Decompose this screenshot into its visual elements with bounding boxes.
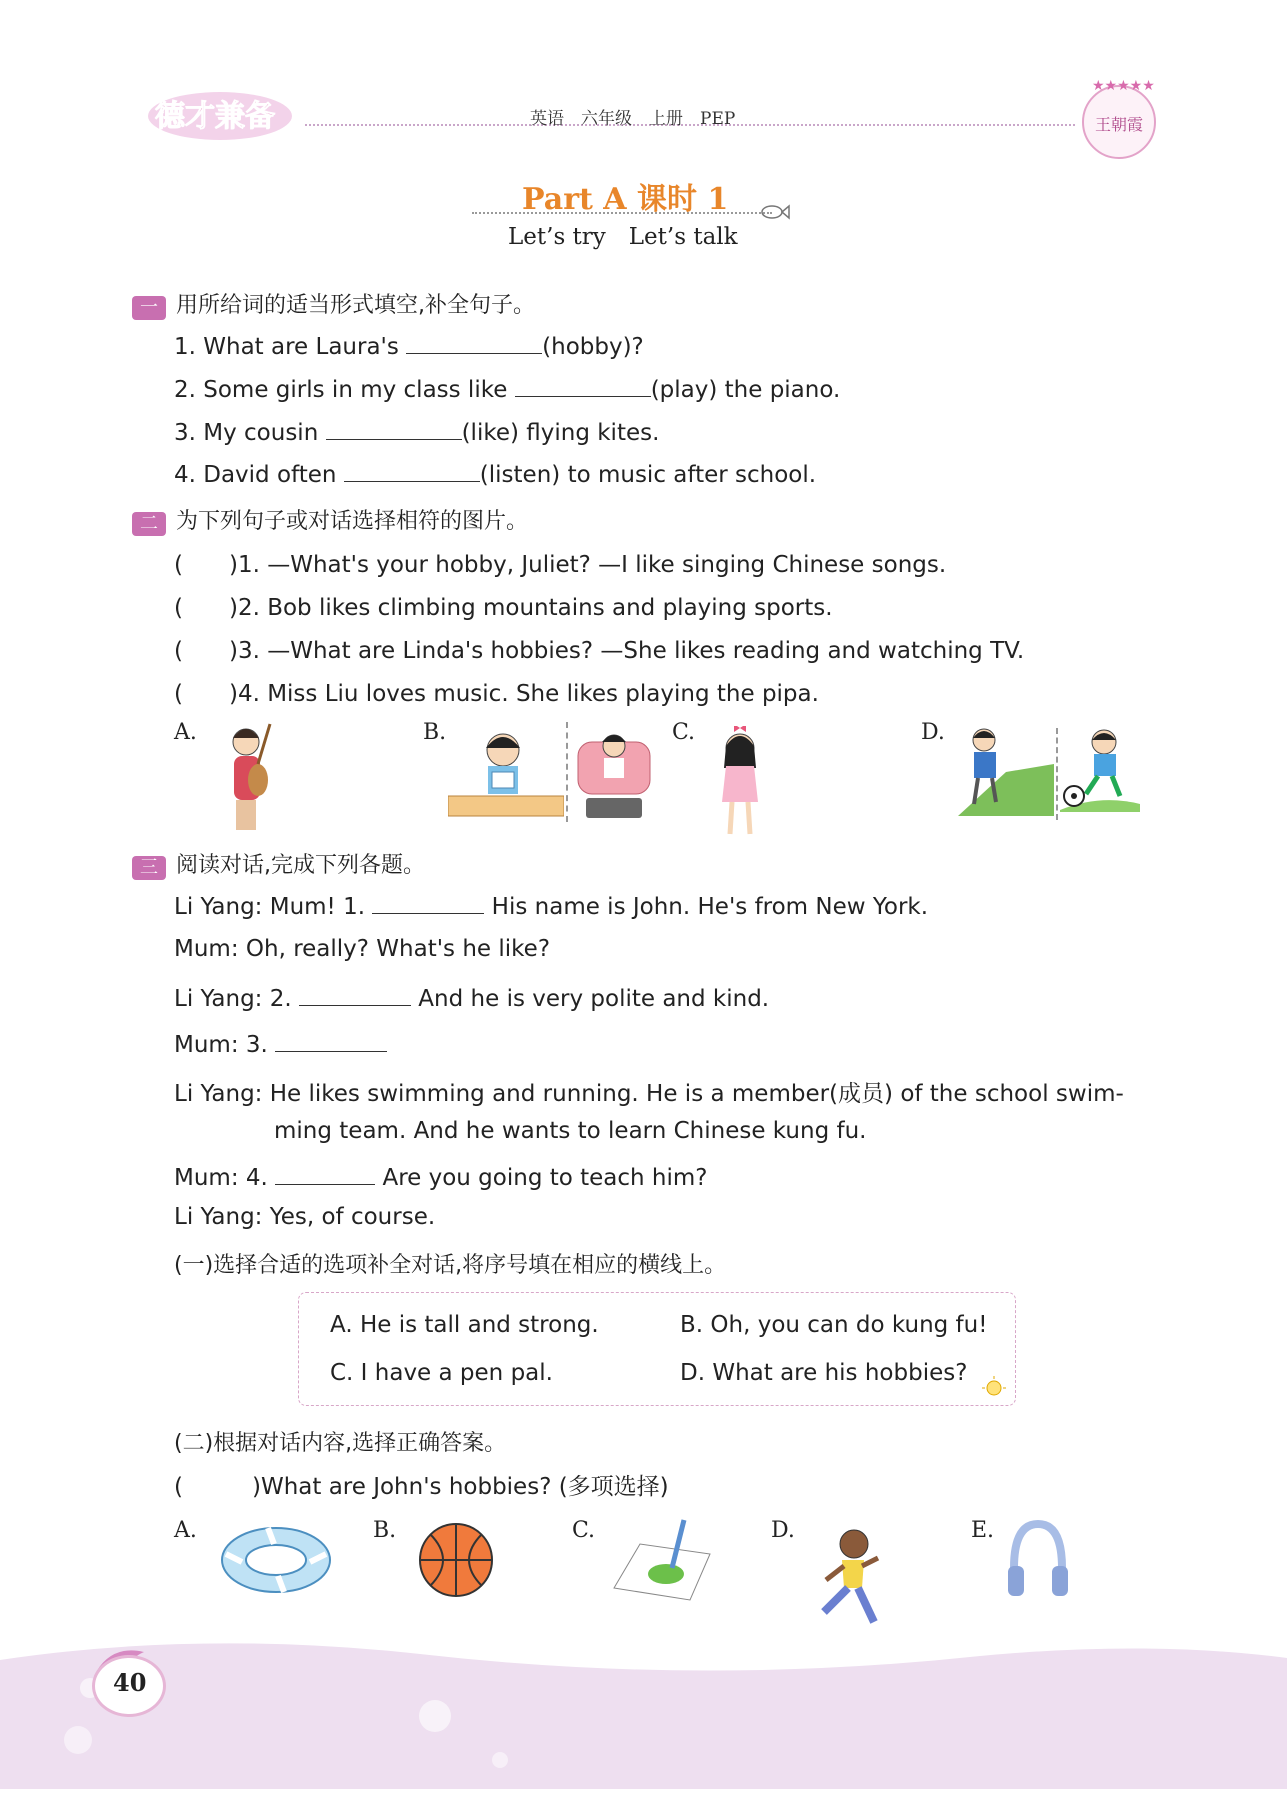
headphones-picture xyxy=(1006,1518,1070,1606)
s1-item-1: 1. What are Laura's (hobby)? xyxy=(174,330,644,360)
section1-badge: 一 xyxy=(132,296,166,320)
svg-text:★★★★★: ★★★★★ xyxy=(1092,78,1155,94)
boy-playing-football-picture xyxy=(1060,724,1140,816)
girl-singing-picture xyxy=(712,726,768,844)
answer-label-a: A. xyxy=(174,1518,197,1543)
dialogue-line-6: Mum: 4. Are you going to teach him? xyxy=(174,1161,708,1191)
boy-running-picture xyxy=(804,1524,890,1632)
answer-blank[interactable] xyxy=(344,458,480,482)
section3-badge: 三 xyxy=(132,856,166,880)
section2-heading xyxy=(132,504,528,536)
basketball-picture xyxy=(416,1520,496,1604)
section1-title: 用所给词的适当形式填空,补全句子。 xyxy=(176,293,535,318)
s1-item-2: 2. Some girls in my class like (play) the piano. xyxy=(174,373,840,403)
title-underline xyxy=(472,212,772,214)
fish-icon xyxy=(758,202,790,226)
answer-blank[interactable] xyxy=(326,416,462,440)
girl-reading-picture xyxy=(448,728,564,822)
lightbulb-icon xyxy=(980,1374,1008,1406)
logo-text: 德才兼备 xyxy=(155,99,275,134)
answer-label-b: B. xyxy=(373,1518,397,1543)
painting-picture xyxy=(610,1518,714,1608)
dialogue-line-7: Li Yang: Yes, of course. xyxy=(174,1204,436,1230)
girl-playing-pipa-picture xyxy=(218,720,288,842)
answer-blank[interactable] xyxy=(299,982,411,1006)
answer-blank[interactable] xyxy=(275,1161,375,1185)
answer-blank[interactable] xyxy=(406,330,542,354)
answer-label-e: E. xyxy=(971,1518,995,1543)
section1-heading xyxy=(132,288,535,320)
answer-blank[interactable] xyxy=(515,373,651,397)
section2-title: 为下列句子或对话选择相符的图片。 xyxy=(176,509,529,534)
option-c: C. I have a pen pal. xyxy=(330,1360,553,1386)
picture-divider xyxy=(566,722,568,822)
picture-label-c: C. xyxy=(672,720,696,745)
girl-watching-tv-picture xyxy=(572,722,656,826)
question-line[interactable]: ( )What are John's hobbies? (多项选择) xyxy=(174,1474,669,1500)
part2-title: (二)根据对话内容,选择正确答案。 xyxy=(174,1431,507,1456)
option-b: B. Oh, you can do kung fu! xyxy=(680,1312,988,1338)
option-d: D. What are his hobbies? xyxy=(680,1360,968,1386)
page-number: 40 xyxy=(113,1668,147,1697)
option-a: A. He is tall and strong. xyxy=(330,1312,599,1338)
answer-blank[interactable] xyxy=(275,1028,387,1052)
stamp-text: 王朝霞 xyxy=(1094,115,1144,134)
s2-item-4[interactable]: ( )4. Miss Liu loves music. She likes playing the pipa. xyxy=(174,681,819,707)
page-title: Part A 课时 1 xyxy=(522,182,729,217)
picture-divider xyxy=(1056,728,1058,820)
boy-climbing-picture xyxy=(958,724,1054,822)
section3-title: 阅读对话,完成下列各题。 xyxy=(176,853,425,878)
picture-label-b: B. xyxy=(423,720,447,745)
logo xyxy=(130,84,295,144)
section2-badge: 二 xyxy=(132,512,166,536)
options-box xyxy=(298,1292,1016,1406)
dialogue-line-4: Mum: 3. xyxy=(174,1028,387,1058)
s2-item-2[interactable]: ( )2. Bob likes climbing mountains and playing sports. xyxy=(174,595,833,621)
subject-line: 英语 六年级 上册 PEP xyxy=(530,109,736,129)
s2-item-3[interactable]: ( )3. —What are Linda's hobbies? —She likes reading and watching TV. xyxy=(174,638,1025,664)
dialogue-line-5: Li Yang: He likes swimming and running. He is a member(成员) of the school swim- xyxy=(174,1081,1124,1107)
page-subtitle: Let’s try Let’s talk xyxy=(508,224,738,250)
answer-label-c: C. xyxy=(572,1518,596,1543)
s1-item-3: 3. My cousin (like) flying kites. xyxy=(174,416,659,446)
stamp xyxy=(1078,78,1160,160)
part1-title: (一)选择合适的选项补全对话,将序号填在相应的横线上。 xyxy=(174,1253,727,1278)
dialogue-line-3: Li Yang: 2. And he is very polite and kind. xyxy=(174,982,769,1012)
answer-blank[interactable] xyxy=(372,890,484,914)
section3-heading xyxy=(132,848,425,880)
swim-ring-picture xyxy=(218,1520,334,1602)
dialogue-line-1: Li Yang: Mum! 1. His name is John. He's from New York. xyxy=(174,890,928,920)
dialogue-line-5-cont: ming team. And he wants to learn Chinese kung fu. xyxy=(274,1118,867,1144)
dialogue-line-2: Mum: Oh, really? What's he like? xyxy=(174,936,551,962)
s2-item-1[interactable]: ( )1. —What's your hobby, Juliet? —I like singing Chinese songs. xyxy=(174,552,947,578)
answer-label-d: D. xyxy=(771,1518,795,1543)
footer-decoration xyxy=(0,1620,1287,1789)
picture-label-a: A. xyxy=(174,720,197,745)
s1-item-4: 4. David often (listen) to music after school. xyxy=(174,458,816,488)
picture-label-d: D. xyxy=(921,720,945,745)
